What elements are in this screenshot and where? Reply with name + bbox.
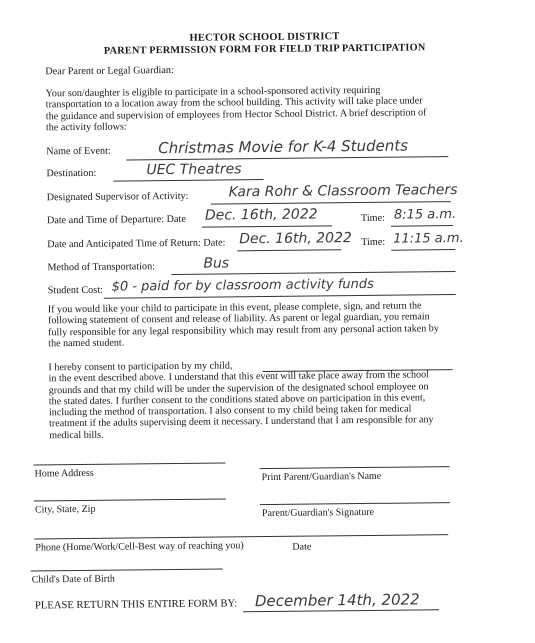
child-dob-line[interactable] — [31, 568, 223, 571]
departure-date-line — [202, 225, 332, 227]
destination-label: Destination: — [46, 167, 97, 180]
instructions-line: fully responsible for any legal responsibility which may result from any personal action taken by — [48, 322, 439, 338]
consent-line: treatment if the adults supervising deem it necessary. I understand that I am responsible for any — [49, 414, 434, 430]
supervisor-label: Designated Supervisor of Activity: — [46, 190, 189, 204]
departure-time-value[interactable]: 8:15 a.m. — [393, 207, 457, 223]
return-by-value: December 14th, 2022 — [254, 590, 420, 611]
city-state-zip-line[interactable] — [34, 498, 226, 501]
cost-value[interactable]: $0 - paid for by classroom activity funds — [111, 276, 374, 295]
return-date-line — [237, 249, 341, 251]
signature-label: Parent/Guardian's Signature — [261, 506, 375, 520]
cost-label: Student Cost: — [47, 284, 103, 297]
child-dob-label: Child's Date of Birth — [31, 573, 115, 586]
district-name: HECTOR SCHOOL DISTRICT — [189, 31, 340, 44]
event-value[interactable]: Christmas Movie for K-4 Students — [158, 136, 409, 158]
print-name-label: Print Parent/Guardian's Name — [261, 470, 382, 484]
destination-value[interactable]: UEC Theatres — [146, 161, 242, 179]
intro-line: the activity follows: — [45, 121, 127, 134]
departure-time-label: Time: — [360, 212, 385, 225]
transport-line — [172, 271, 456, 275]
instructions-line: If you would like your child to participate in this event, please complete, sign, and return the — [47, 300, 422, 316]
destination-line — [114, 179, 264, 182]
phone-label: Phone (Home/Work/Cell-Best way of reaching you) — [35, 540, 244, 554]
departure-time-line — [391, 225, 453, 227]
departure-date-value[interactable]: Dec. 16th, 2022 — [204, 206, 318, 224]
city-state-zip-label: City, State, Zip — [34, 503, 96, 516]
departure-label: Date and Time of Departure: Date — [46, 213, 186, 227]
phone-line[interactable] — [34, 534, 448, 539]
return-date-value[interactable]: Dec. 16th, 2022 — [239, 230, 352, 248]
return-time-label: Time: — [361, 236, 386, 249]
intro-line: the guidance and supervision of employees from Hector School District. A brief description of — [45, 106, 427, 122]
return-label: Date and Anticipated Time of Return: Date: — [47, 237, 226, 251]
print-name-line[interactable] — [260, 466, 450, 469]
instructions-paragraph — [48, 300, 456, 349]
intro-line: Your son/daughter is eligible to participate in a school-sponsored activity requiring — [45, 84, 381, 100]
return-time-value[interactable]: 11:15 a.m. — [393, 230, 464, 247]
transport-label: Method of Transportation: — [47, 261, 156, 274]
instructions-line: the named student. — [48, 337, 125, 350]
home-address-line[interactable] — [33, 462, 225, 465]
supervisor-line — [211, 201, 451, 205]
cost-line — [104, 294, 456, 299]
transport-value[interactable]: Bus — [203, 255, 230, 272]
consent-line: the stated dates. I further consent to the conditions stated above on participation in this event, — [48, 392, 426, 408]
consent-line: including the method of transportation. I also consent to my child being taken for medical — [48, 403, 412, 419]
consent-line: in the event described above. I understand that this event will take place away from the school — [48, 369, 430, 385]
home-address-label: Home Address — [34, 467, 94, 480]
intro-paragraph — [46, 84, 454, 133]
consent-line: medical bills. — [49, 429, 104, 442]
return-time-line — [391, 249, 455, 251]
instructions-line: following statement of consent and release of liability. As parent or legal guardian, you remain — [47, 311, 430, 327]
event-label: Name of Event: — [46, 145, 111, 158]
consent-line: grounds and that my child will be under the supervision of the designated school employee on — [48, 380, 429, 396]
supervisor-value[interactable]: Kara Rohr & Classroom Teachers — [228, 182, 458, 201]
form-title: PARENT PERMISSION FORM FOR FIELD TRIP PARTICIPATION — [103, 42, 426, 57]
date-label: Date — [292, 541, 312, 553]
return-by-label: PLEASE RETURN THIS ENTIRE FORM BY: — [34, 598, 238, 612]
salutation: Dear Parent or Legal Guardian: — [45, 64, 174, 78]
intro-line: transportation to a location away from the school building. This activity will take place under — [45, 95, 423, 111]
signature-line[interactable] — [260, 502, 450, 505]
consent-line: I hereby consent to participation by my child, — [48, 360, 233, 374]
